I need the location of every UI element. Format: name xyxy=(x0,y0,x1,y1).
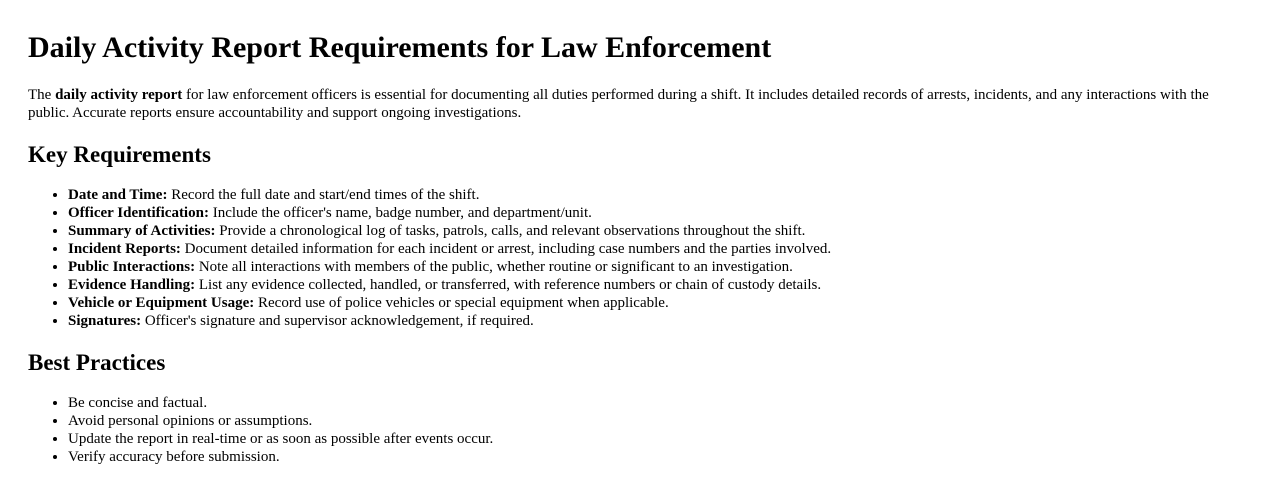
page-title: Daily Activity Report Requirements for Law Enforcement xyxy=(28,31,772,64)
list-item xyxy=(68,276,1250,294)
requirement-term: Vehicle or Equipment Usage: xyxy=(68,295,255,311)
requirement-text: Document detailed information for each incident or arrest, including case numbers and the parties involved. xyxy=(180,241,832,257)
list-item: • Be concise and factual. xyxy=(68,394,1250,412)
list-item xyxy=(68,294,1250,312)
requirement-term: Incident Reports: xyxy=(68,241,181,257)
list-item xyxy=(68,186,1250,204)
requirement-text: Note all interactions with members of the public, whether routine or significant to an investigation. xyxy=(195,259,793,275)
list-item: • Avoid personal opinions or assumptions. xyxy=(68,412,1250,430)
list-item xyxy=(68,258,1250,276)
requirement-term: Signatures: xyxy=(68,313,142,329)
requirement-term: Evidence Handling: xyxy=(68,277,196,293)
requirement-term: Officer Identification: xyxy=(68,205,209,221)
requirement-term: Date and Time: xyxy=(68,187,168,203)
requirement-term: Summary of Activities: xyxy=(68,223,216,239)
list-item xyxy=(68,204,1250,222)
requirement-text: Provide a chronological log of tasks, patrols, calls, and relevant observations throughout the shift. xyxy=(215,223,806,239)
requirement-term: Public Interactions: xyxy=(68,259,196,275)
intro-paragraph xyxy=(28,86,1250,122)
best-practices-list xyxy=(28,394,1250,466)
intro-bold-term: daily activity report xyxy=(55,87,183,103)
key-requirements-heading: Key Requirements xyxy=(28,142,211,167)
list-item xyxy=(68,240,1250,258)
intro-text-before: The xyxy=(28,87,56,103)
key-requirements-list xyxy=(28,186,1250,330)
requirement-text: Include the officer's name, badge number, and department/unit. xyxy=(208,205,592,221)
list-item: • Update the report in real-time or as soon as possible after events occur. xyxy=(68,430,1250,448)
best-practices-heading: Best Practices xyxy=(28,350,166,375)
requirement-text: Record use of police vehicles or special equipment when applicable. xyxy=(254,295,669,311)
list-item xyxy=(68,222,1250,240)
intro-text-after: for law enforcement officers is essential for documenting all duties performed during a shift. It includes detailed records of arrests, incidents, and any interactions with the public. Accurate reports ensure accountability and support ongoing investigations. xyxy=(28,87,1209,121)
requirement-text: Record the full date and start/end times of the shift. xyxy=(167,187,480,203)
list-item: • Verify accuracy before submission. xyxy=(68,448,1250,466)
requirement-text: Officer's signature and supervisor acknowledgement, if required. xyxy=(141,313,534,329)
requirement-text: List any evidence collected, handled, or transferred, with reference numbers or chain of custody details. xyxy=(195,277,822,293)
list-item xyxy=(68,312,1250,330)
